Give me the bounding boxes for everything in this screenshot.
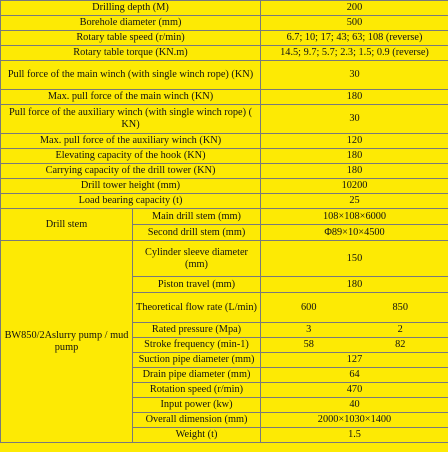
row-value: 180 [261,277,448,293]
row-value: 180 [261,149,448,164]
value-v2: 82 [395,339,406,350]
row-value: 180 [261,164,448,179]
row-label: Drill tower height (mm) [1,179,261,194]
row-label: Suction pipe diameter (mm) [133,353,261,368]
row-value: 180 [261,90,448,105]
row-value: Φ89×10×4500 [261,225,448,241]
row-value-split [261,338,448,353]
split-values [263,339,446,351]
row-label: Piston travel (mm) [133,277,261,293]
row-label: Rotary table torque (KN.m) [1,46,261,61]
row-label: Second drill stem (mm) [133,225,261,241]
row-value: 40 [261,398,448,413]
row-label: Pull force of the auxiliary winch (with single winch rope) ( KN) [1,105,261,134]
row-value: 64 [261,368,448,383]
table-row [1,134,448,149]
row-value-split [261,323,448,338]
row-value: 108×108×6000 [261,209,448,225]
row-label: Drain pipe diameter (mm) [133,368,261,383]
group-label-pump: BW850/2Aslurry pump / mud pump [1,241,133,443]
row-value: 127 [261,353,448,368]
table-row [1,16,448,31]
table-row [1,241,448,277]
value-v2: 850 [392,301,408,313]
table-row [1,46,448,61]
row-label: Rotation speed (r/min) [133,383,261,398]
value-v1: 3 [306,324,312,335]
row-value: 25 [261,194,448,209]
row-value: 30 [261,105,448,134]
row-label: Main drill stem (mm) [133,209,261,225]
row-label: Cylinder sleeve diameter (mm) [133,241,261,277]
row-label: Max. pull force of the main winch (KN) [1,90,261,105]
row-label: Rated pressure (Mpa) [133,323,261,338]
spec-table-body [1,1,448,443]
table-row [1,90,448,105]
group-label-drill-stem: Drill stem [1,209,133,241]
table-row [1,194,448,209]
row-value: 1.5 [261,428,448,443]
value-v1: 600 [301,301,317,313]
row-value: 14.5; 9.7; 5.7; 2.3; 1.5; 0.9 (reverse) [261,46,448,61]
row-value: 200 [261,1,448,16]
row-value: 500 [261,16,448,31]
row-label: Overall dimension (mm) [133,413,261,428]
table-row [1,1,448,16]
value-v2: 2 [397,324,403,335]
row-label: Carrying capacity of the drill tower (KN) [1,164,261,179]
table-row [1,31,448,46]
row-label: Elevating capacity of the hook (KN) [1,149,261,164]
row-label: Weight (t) [133,428,261,443]
row-label: Drilling depth (M) [1,1,261,16]
table-row [1,179,448,194]
row-value: 470 [261,383,448,398]
row-value: 2000×1030×1400 [261,413,448,428]
row-label: Theoretical flow rate (L/min) [133,293,261,323]
row-label: Load bearing capacity (t) [1,194,261,209]
row-label: Max. pull force of the auxiliary winch (KN) [1,134,261,149]
table-row [1,164,448,179]
row-value: 150 [261,241,448,277]
table-row [1,61,448,90]
row-value: 120 [261,134,448,149]
row-value-split [261,293,448,323]
row-label: Rotary table speed (r/min) [1,31,261,46]
row-value: 6.7; 10; 17; 43; 63; 108 (reverse) [261,31,448,46]
row-label: Pull force of the main winch (with single winch rope) (KN) [1,61,261,90]
split-values [263,324,446,336]
row-value: 30 [261,61,448,90]
row-label: Input power (kw) [133,398,261,413]
row-label: Stroke frequency (min-1) [133,338,261,353]
row-label: Borehole diameter (mm) [1,16,261,31]
table-row [1,209,448,225]
table-row [1,105,448,134]
value-v1: 58 [303,339,314,350]
row-value: 10200 [261,179,448,194]
table-row [1,149,448,164]
split-values [263,302,446,314]
